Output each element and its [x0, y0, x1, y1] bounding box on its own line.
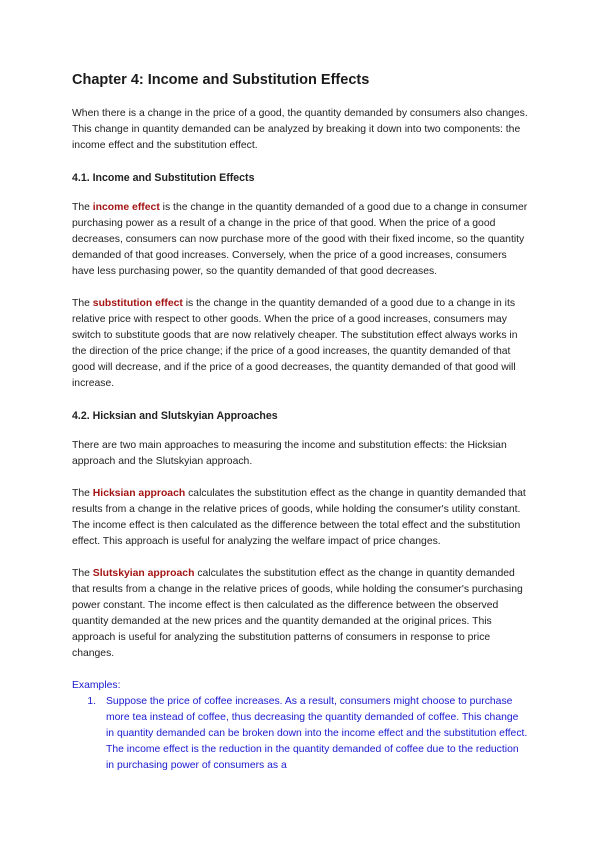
term-slutskyian-approach: Slutskyian approach: [92, 568, 195, 579]
document-page: [72, 70, 528, 774]
text-segment: The: [72, 298, 93, 309]
term-income-effect: income effect: [92, 202, 160, 213]
text-segment: is the change in the quantity demanded of a good due to a change in its relative price with respect to other goods. When the price of a good increases, consumers may switch to substitute goods that are now relatively cheaper. The substitution effect always works in the direction of the price change; if the price of a good increases, the quantity demanded of that good will decrease, and if the price of a good decreases, the quantity demanded of that good will increase.: [72, 298, 518, 389]
income-effect-paragraph: [72, 200, 528, 280]
term-substitution-effect: substitution effect: [92, 298, 183, 309]
text-segment: The: [72, 488, 93, 499]
text-segment: calculates the substitution effect as the change in quantity demanded that results from a change in the relative prices of goods, while holding the consumer's purchasing power constant. The income effect is then calculated as the difference between the observed quantity demanded at the new prices and the quantity demanded at the original prices. This approach is useful for analyzing the substitution patterns of consumers in response to price changes.: [72, 568, 523, 659]
examples-label: Examples:: [72, 680, 121, 691]
text-segment: The: [72, 202, 93, 213]
list-item-number: 1.: [87, 696, 96, 707]
text-segment: The: [72, 568, 93, 579]
section-heading-4-2: 4.2. Hicksian and Slutskyian Approaches: [72, 410, 278, 422]
intro-paragraph: When there is a change in the price of a good, the quantity demanded by consumers also changes. This change in quantity demanded can be analyzed by breaking it down into two components: the income effect and the substitution effect.: [72, 108, 528, 151]
term-hicksian-approach: Hicksian approach: [92, 488, 186, 499]
approaches-intro-paragraph: There are two main approaches to measuring the income and substitution effects: the Hicksian approach and the Slutskyian approach.: [72, 440, 507, 467]
examples-section: [72, 678, 528, 774]
slutskyian-paragraph: [72, 566, 528, 662]
hicksian-paragraph: [72, 486, 528, 550]
substitution-effect-paragraph: [72, 296, 528, 392]
list-item: [72, 694, 528, 774]
page-title: Chapter 4: Income and Substitution Effects: [72, 72, 370, 88]
list-item-text: Suppose the price of coffee increases. As a result, consumers might choose to purchase more tea instead of coffee, thus decreasing the quantity demanded of coffee. This change in quantity demanded can be broken down into the income effect and the substitution effect. The income effect is the reduction in the quantity demanded of coffee due to the reduction in purchasing power of consumers as a: [106, 696, 528, 771]
text-segment: calculates the substitution effect as the change in quantity demanded that results from a change in the relative prices of goods, while holding the consumer's utility constant. The income effect is then calculated as the difference between the total effect and the substitution effect. This approach is useful for analyzing the welfare impact of price changes.: [72, 488, 526, 547]
section-heading-4-1: 4.1. Income and Substitution Effects: [72, 172, 255, 184]
text-segment: is the change in the quantity demanded of a good due to a change in consumer purchasing power as a result of a change in the price of that good. When the price of a good decreases, consumers can now purchase more of the good with their fixed income, so the quantity demanded of that good increases. Conversely, when the price of a good increases, consumers have less purchasing power, so the quantity demanded of that good decreases.: [72, 202, 528, 277]
